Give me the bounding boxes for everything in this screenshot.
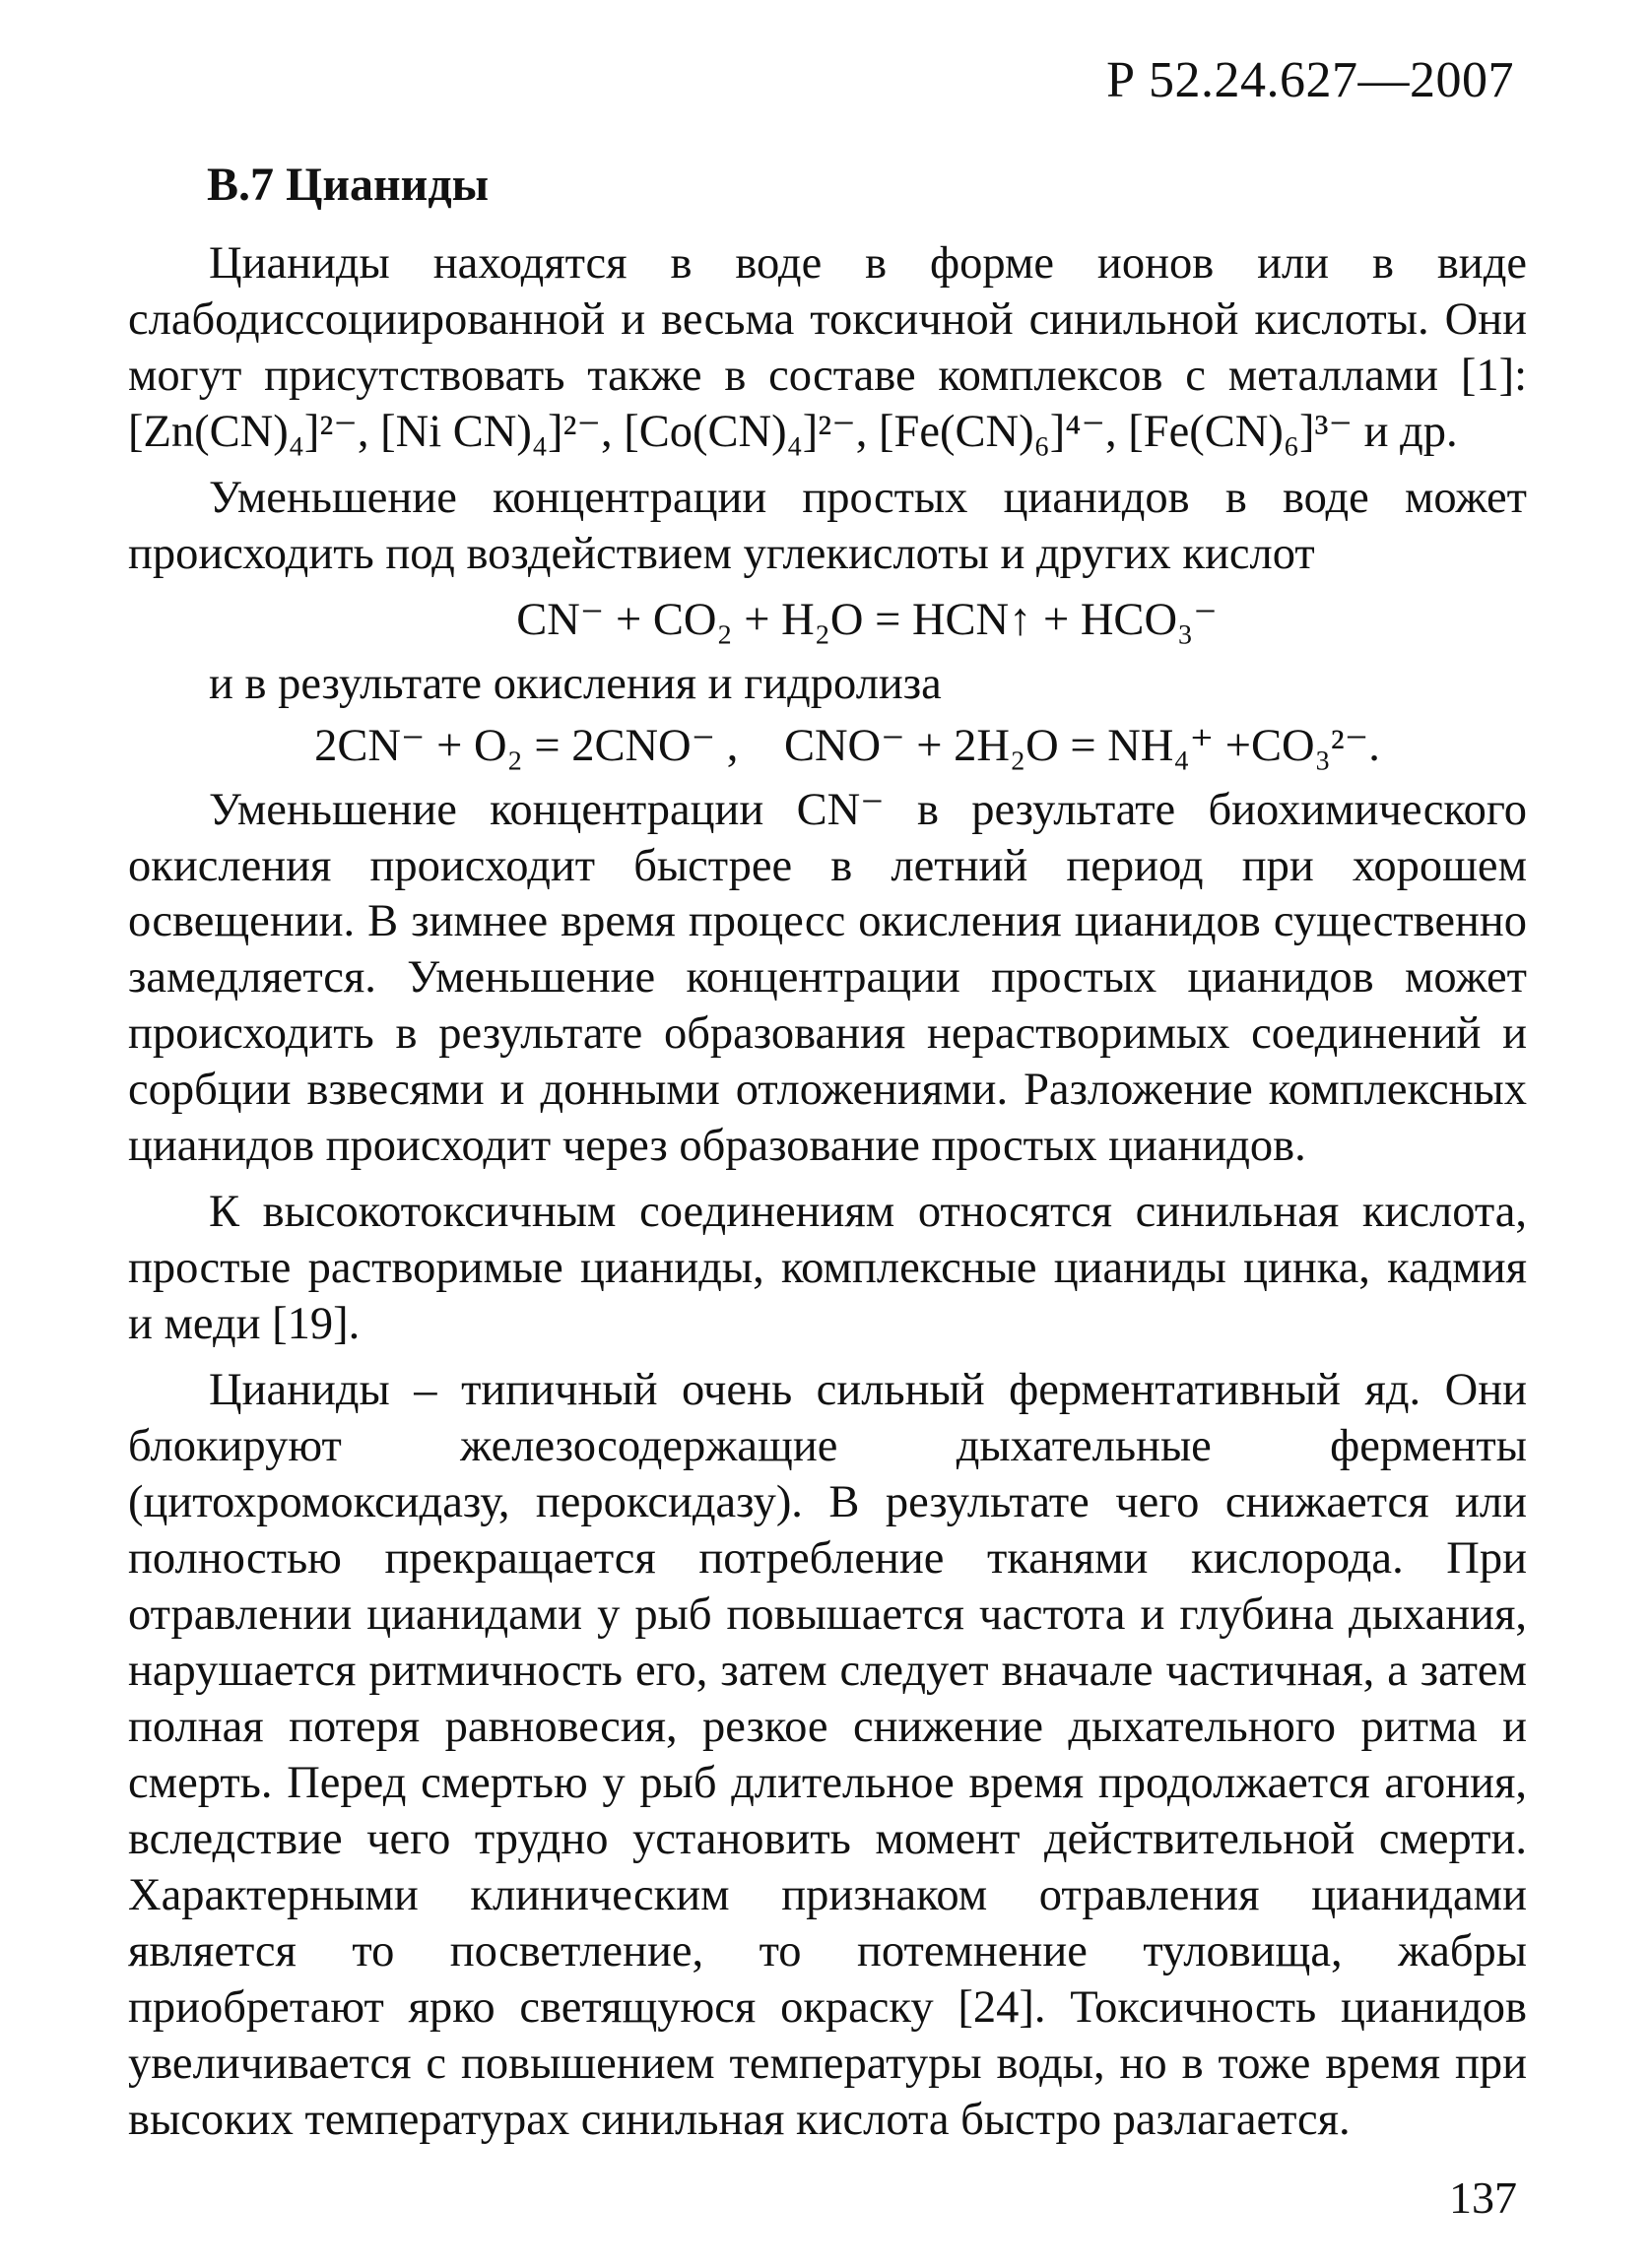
paragraph-2: Уменьшение концентрации простых цианидов в воде может происходить под воздействием углекислоты и других кислот [128, 472, 1527, 579]
document-body [128, 236, 1527, 2158]
page-number: 137 [1449, 2172, 1517, 2223]
equation-oxidation-hydrolysis [167, 719, 1527, 775]
section-title: В.7 Цианиды [207, 159, 490, 211]
complex-formula: [Fe(CN)₆]³⁻ [1128, 406, 1354, 457]
paragraph-3: Уменьшение концентрации CN⁻ в результате биохимического окисления происходит быстрее в летний период при хорошем освещении. В зимнее время процесс окисления цианидов существенно замедляется. Уменьшение концентрации простых цианидов может происходить в результате образования нерастворимых соединений и сорбции взвесями и донными отложениями. Разложение комплексных цианидов происходит через образование простых цианидов. [128, 784, 1527, 1172]
equation-carbonic-acid: CN⁻ + CO₂ + H₂O = HCN↑ + HCO₃⁻ [516, 594, 1218, 645]
cyanide-complexes-list [128, 407, 1364, 457]
paragraph-1-text: Цианиды находятся в воде в форме ионов или в виде слабодиссоциированной и весьма токсичной синильной кислоты. Они могут присутствовать также в составе комплексов с металлами [1]: [128, 238, 1527, 401]
complex-formula: [Ni CN)₄]²⁻, [380, 406, 613, 457]
complex-formula: [Zn(CN)₄]²⁻, [128, 406, 369, 457]
paragraph-2-lead: и в результате окисления и гидролиза [209, 658, 942, 709]
equation-hydrolysis: CNO⁻ + 2H₂O = NH₄⁺ +CO₃²⁻. [783, 720, 1380, 771]
equation-oxidation: 2CN⁻ + O₂ = 2CNO⁻ , [314, 720, 739, 771]
paragraph-1-tail: и др. [1363, 406, 1458, 457]
paragraph-5: Цианиды – типичный очень сильный ферментативный яд. Они блокируют железосодержащие дыхательные ферменты (цитохромоксидазу, пероксидазу). В результате чего снижается или полностью прекращается потребление тканями кислорода. При отравлении цианидами у рыб повышается частота и глубина дыхания, нарушается ритмичность его, затем следует вначале частичная, а затем полная потеря равновесия, резкое снижение дыхательного ритма и смерть. Перед смертью у рыб длительное время продолжается агония, вследствие чего трудно установить момент действительной смерти. Характерными клиническим признаком отравления цианидами является то посветление, то потемнение туловища, жабры приобретают ярко светящуюся окраску [24]. Токсичность цианидов увеличивается с повышением температуры воды, но в тоже время при высоких температурах синильная кислота быстро разлагается. [128, 1365, 1527, 2145]
paragraph-1 [128, 236, 1527, 461]
paragraph-4: К высокотоксичным соединениям относятся синильная кислота, простые растворимые цианиды, комплексные цианиды цинка, кадмия и меди [19]. [128, 1187, 1527, 1350]
complex-formula: [Co(CN)₄]²⁻, [624, 406, 868, 457]
document-code: Р 52.24.627—2007 [1106, 52, 1514, 108]
complex-formula: [Fe(CN)₆]⁴⁻, [879, 406, 1117, 457]
